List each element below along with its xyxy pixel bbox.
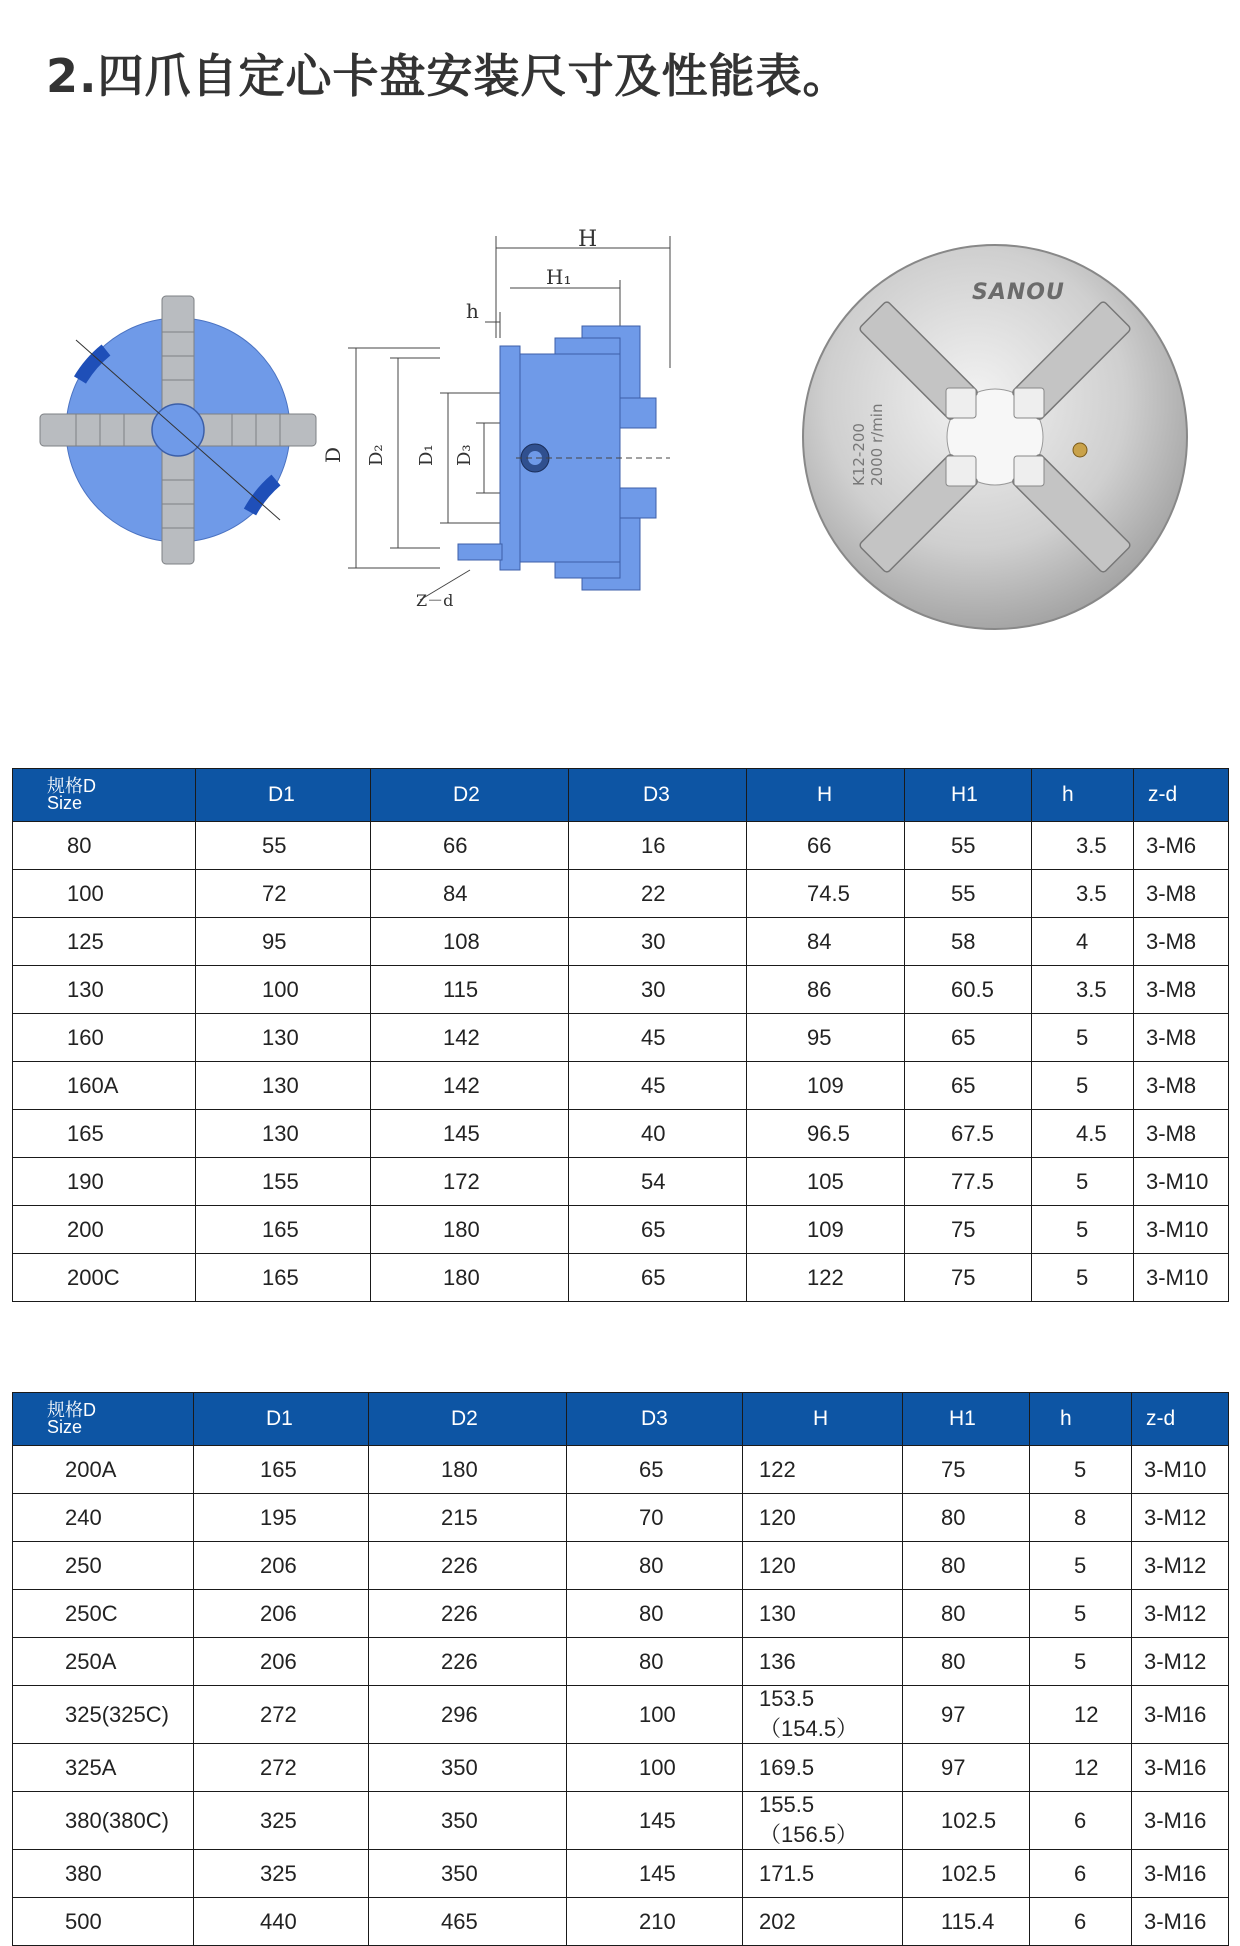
cell-h1: 75 (903, 1446, 1030, 1494)
cell-zd: 3-M16 (1132, 1898, 1229, 1946)
cell-d2: 84 (371, 870, 569, 918)
cell-zd: 3-M8 (1134, 1110, 1229, 1158)
cell-h1: 75 (905, 1254, 1032, 1302)
cell-h1: 58 (905, 918, 1032, 966)
table-row (13, 1638, 1229, 1686)
cell-size: 200C (13, 1254, 196, 1302)
cell-size: 160A (13, 1062, 196, 1110)
cell-h-total: 105 (747, 1158, 905, 1206)
cell-zd: 3-M16 (1132, 1792, 1229, 1850)
cell-d1: 72 (196, 870, 371, 918)
cell-d2: 226 (369, 1638, 567, 1686)
cell-d2: 465 (369, 1898, 567, 1946)
table-header-row (13, 1393, 1229, 1446)
cell-zd: 3-M6 (1134, 822, 1229, 870)
cell-h1: 80 (903, 1590, 1030, 1638)
cell-d3: 145 (567, 1792, 743, 1850)
cell-h: 5 (1032, 1014, 1134, 1062)
table-row (13, 918, 1229, 966)
header-h: h (1030, 1393, 1132, 1446)
cell-d2: 180 (371, 1206, 569, 1254)
cell-zd: 3-M8 (1134, 966, 1229, 1014)
cell-h-total: 109 (747, 1206, 905, 1254)
cell-h-total: 171.5 (743, 1850, 903, 1898)
cell-h: 5 (1032, 1206, 1134, 1254)
cell-size: 130 (13, 966, 196, 1014)
cell-h-total: 122 (747, 1254, 905, 1302)
cell-d2: 226 (369, 1542, 567, 1590)
cell-d1: 206 (194, 1542, 369, 1590)
cell-size: 200 (13, 1206, 196, 1254)
cell-h-total: 66 (747, 822, 905, 870)
table-row (13, 1110, 1229, 1158)
cell-d1: 130 (196, 1014, 371, 1062)
cell-d1: 100 (196, 966, 371, 1014)
cell-h: 5 (1030, 1446, 1132, 1494)
cell-size: 165 (13, 1110, 196, 1158)
label-D2: D₂ (366, 444, 387, 466)
cell-h: 3.5 (1032, 870, 1134, 918)
cell-h-total: 84 (747, 918, 905, 966)
table-row (13, 1254, 1229, 1302)
cell-h1: 80 (903, 1542, 1030, 1590)
header-h-total: H (747, 769, 905, 822)
cell-h1: 80 (903, 1494, 1030, 1542)
header-h1: H1 (905, 769, 1032, 822)
cell-d2: 350 (369, 1850, 567, 1898)
cell-d1: 272 (194, 1686, 369, 1744)
cell-h: 12 (1030, 1686, 1132, 1744)
table-row (13, 1542, 1229, 1590)
label-H: H (578, 228, 598, 252)
table-row (13, 1898, 1229, 1946)
cell-h: 4 (1032, 918, 1134, 966)
cell-zd: 3-M8 (1134, 1014, 1229, 1062)
cell-d1: 325 (194, 1850, 369, 1898)
cell-d2: 226 (369, 1590, 567, 1638)
cell-h: 5 (1032, 1062, 1134, 1110)
cell-d1: 325 (194, 1792, 369, 1850)
cell-size: 325A (13, 1744, 194, 1792)
cell-d3: 100 (567, 1686, 743, 1744)
cell-h-total: 96.5 (747, 1110, 905, 1158)
cell-zd: 3-M8 (1134, 1062, 1229, 1110)
cell-d3: 80 (567, 1542, 743, 1590)
cell-d1: 165 (196, 1254, 371, 1302)
label-D1: D₁ (416, 444, 437, 466)
brand-label: SANOU (972, 280, 1065, 305)
cell-h-total: 120 (743, 1494, 903, 1542)
cell-d2: 350 (369, 1792, 567, 1850)
cell-d1: 130 (196, 1110, 371, 1158)
cell-zd: 3-M8 (1134, 918, 1229, 966)
chuck-side-view-diagram (320, 228, 680, 608)
header-d1: D1 (194, 1393, 369, 1446)
cell-d2: 142 (371, 1014, 569, 1062)
label-H1: H₁ (546, 265, 572, 289)
label-D3: D₃ (454, 444, 475, 466)
cell-d3: 65 (569, 1206, 747, 1254)
cell-zd: 3-M12 (1132, 1494, 1229, 1542)
cell-zd: 3-M16 (1132, 1686, 1229, 1744)
cell-h-total: 95 (747, 1014, 905, 1062)
cell-d3: 45 (569, 1014, 747, 1062)
table-row (13, 1446, 1229, 1494)
cell-h1: 115.4 (903, 1898, 1030, 1946)
label-zd: Z－d (416, 591, 454, 608)
cell-h-total: 136 (743, 1638, 903, 1686)
cell-d3: 100 (567, 1744, 743, 1792)
cell-d1: 165 (196, 1206, 371, 1254)
label-h: h (466, 299, 479, 323)
cell-h-total: 155.5（156.5） (743, 1792, 903, 1850)
spec-table-1 (12, 768, 1229, 1302)
cell-zd: 3-M10 (1132, 1446, 1229, 1494)
cell-h-total: 109 (747, 1062, 905, 1110)
cell-size: 250 (13, 1542, 194, 1590)
cell-d2: 145 (371, 1110, 569, 1158)
cell-zd: 3-M10 (1134, 1206, 1229, 1254)
table-row (13, 1494, 1229, 1542)
header-d1: D1 (196, 769, 371, 822)
cell-size: 325(325C) (13, 1686, 194, 1744)
table-row (13, 870, 1229, 918)
cell-d3: 65 (567, 1446, 743, 1494)
cell-d2: 296 (369, 1686, 567, 1744)
cell-h: 6 (1030, 1898, 1132, 1946)
header-d2: D2 (371, 769, 569, 822)
cell-h1: 55 (905, 822, 1032, 870)
cell-d3: 145 (567, 1850, 743, 1898)
cell-h1: 65 (905, 1014, 1032, 1062)
cell-h: 4.5 (1032, 1110, 1134, 1158)
table-row (13, 1590, 1229, 1638)
cell-h1: 75 (905, 1206, 1032, 1254)
cell-d1: 440 (194, 1898, 369, 1946)
header-size: 规格D Size (13, 769, 196, 822)
cell-d1: 130 (196, 1062, 371, 1110)
header-h1: H1 (903, 1393, 1030, 1446)
cell-size: 240 (13, 1494, 194, 1542)
cell-d3: 45 (569, 1062, 747, 1110)
cell-zd: 3-M12 (1132, 1542, 1229, 1590)
cell-d1: 95 (196, 918, 371, 966)
cell-h: 5 (1030, 1542, 1132, 1590)
table-row (13, 1206, 1229, 1254)
cell-h-total: 74.5 (747, 870, 905, 918)
table-header-row (13, 769, 1229, 822)
header-h: h (1032, 769, 1134, 822)
cell-h1: 65 (905, 1062, 1032, 1110)
cell-size: 500 (13, 1898, 194, 1946)
page-title: 2.四爪自定心卡盘安装尺寸及性能表。 (46, 49, 850, 103)
cell-d3: 16 (569, 822, 747, 870)
cell-size: 250C (13, 1590, 194, 1638)
cell-zd: 3-M10 (1134, 1158, 1229, 1206)
cell-h: 8 (1030, 1494, 1132, 1542)
cell-h: 6 (1030, 1792, 1132, 1850)
cell-d2: 350 (369, 1744, 567, 1792)
cell-d2: 172 (371, 1158, 569, 1206)
cell-d1: 195 (194, 1494, 369, 1542)
cell-size: 250A (13, 1638, 194, 1686)
cell-h: 5 (1032, 1158, 1134, 1206)
cell-h1: 102.5 (903, 1850, 1030, 1898)
cell-h: 12 (1030, 1744, 1132, 1792)
cell-d3: 65 (569, 1254, 747, 1302)
cell-size: 100 (13, 870, 196, 918)
chuck-front-view-diagram (28, 280, 328, 580)
cell-h-total: 169.5 (743, 1744, 903, 1792)
cell-h-total: 153.5（154.5） (743, 1686, 903, 1744)
cell-d3: 80 (567, 1590, 743, 1638)
cell-d3: 40 (569, 1110, 747, 1158)
cell-d1: 206 (194, 1638, 369, 1686)
cell-d3: 70 (567, 1494, 743, 1542)
cell-d3: 210 (567, 1898, 743, 1946)
header-h-total: H (743, 1393, 903, 1446)
table-row (13, 966, 1229, 1014)
cell-d2: 180 (369, 1446, 567, 1494)
cell-d3: 54 (569, 1158, 747, 1206)
speed-label: 2000 r/min (868, 403, 886, 486)
header-zd: z-d (1132, 1393, 1229, 1446)
cell-h-total: 120 (743, 1542, 903, 1590)
cell-size: 160 (13, 1014, 196, 1062)
cell-h: 6 (1030, 1850, 1132, 1898)
cell-h1: 55 (905, 870, 1032, 918)
table-row (13, 1686, 1229, 1744)
cell-size: 380(380C) (13, 1792, 194, 1850)
header-size: 规格D Size (13, 1393, 194, 1446)
header-d3: D3 (569, 769, 747, 822)
cell-h: 3.5 (1032, 966, 1134, 1014)
table-row (13, 1850, 1229, 1898)
cell-d2: 108 (371, 918, 569, 966)
cell-h: 5 (1030, 1638, 1132, 1686)
cell-h-total: 202 (743, 1898, 903, 1946)
cell-d2: 215 (369, 1494, 567, 1542)
cell-zd: 3-M12 (1132, 1638, 1229, 1686)
cell-h1: 80 (903, 1638, 1030, 1686)
cell-d1: 272 (194, 1744, 369, 1792)
cell-zd: 3-M16 (1132, 1850, 1229, 1898)
cell-h-total: 122 (743, 1446, 903, 1494)
cell-d3: 80 (567, 1638, 743, 1686)
cell-h-total: 130 (743, 1590, 903, 1638)
table-row (13, 822, 1229, 870)
cell-d3: 30 (569, 966, 747, 1014)
cell-h: 5 (1030, 1590, 1132, 1638)
cell-d2: 66 (371, 822, 569, 870)
cell-h-total: 86 (747, 966, 905, 1014)
cell-d3: 22 (569, 870, 747, 918)
cell-h1: 97 (903, 1744, 1030, 1792)
cell-size: 380 (13, 1850, 194, 1898)
cell-d2: 115 (371, 966, 569, 1014)
cell-d1: 55 (196, 822, 371, 870)
cell-h1: 77.5 (905, 1158, 1032, 1206)
cell-d1: 165 (194, 1446, 369, 1494)
table-row (13, 1792, 1229, 1850)
cell-size: 190 (13, 1158, 196, 1206)
cell-size: 80 (13, 822, 196, 870)
table-row (13, 1014, 1229, 1062)
model-label: K12-200 (850, 423, 868, 486)
cell-h1: 60.5 (905, 966, 1032, 1014)
cell-size: 125 (13, 918, 196, 966)
cell-size: 200A (13, 1446, 194, 1494)
cell-zd: 3-M12 (1132, 1590, 1229, 1638)
cell-h: 5 (1032, 1254, 1134, 1302)
cell-d2: 142 (371, 1062, 569, 1110)
label-D: D (321, 446, 345, 463)
cell-h1: 102.5 (903, 1792, 1030, 1850)
cell-d1: 155 (196, 1158, 371, 1206)
cell-h1: 67.5 (905, 1110, 1032, 1158)
cell-zd: 3-M16 (1132, 1744, 1229, 1792)
table-row (13, 1744, 1229, 1792)
header-d2: D2 (369, 1393, 567, 1446)
cell-zd: 3-M8 (1134, 870, 1229, 918)
header-d3: D3 (567, 1393, 743, 1446)
cell-d3: 30 (569, 918, 747, 966)
spec-table-2 (12, 1392, 1229, 1946)
cell-d1: 206 (194, 1590, 369, 1638)
header-zd: z-d (1134, 769, 1229, 822)
table-row (13, 1158, 1229, 1206)
table-row (13, 1062, 1229, 1110)
cell-h1: 97 (903, 1686, 1030, 1744)
cell-h: 3.5 (1032, 822, 1134, 870)
cell-d2: 180 (371, 1254, 569, 1302)
cell-zd: 3-M10 (1134, 1254, 1229, 1302)
